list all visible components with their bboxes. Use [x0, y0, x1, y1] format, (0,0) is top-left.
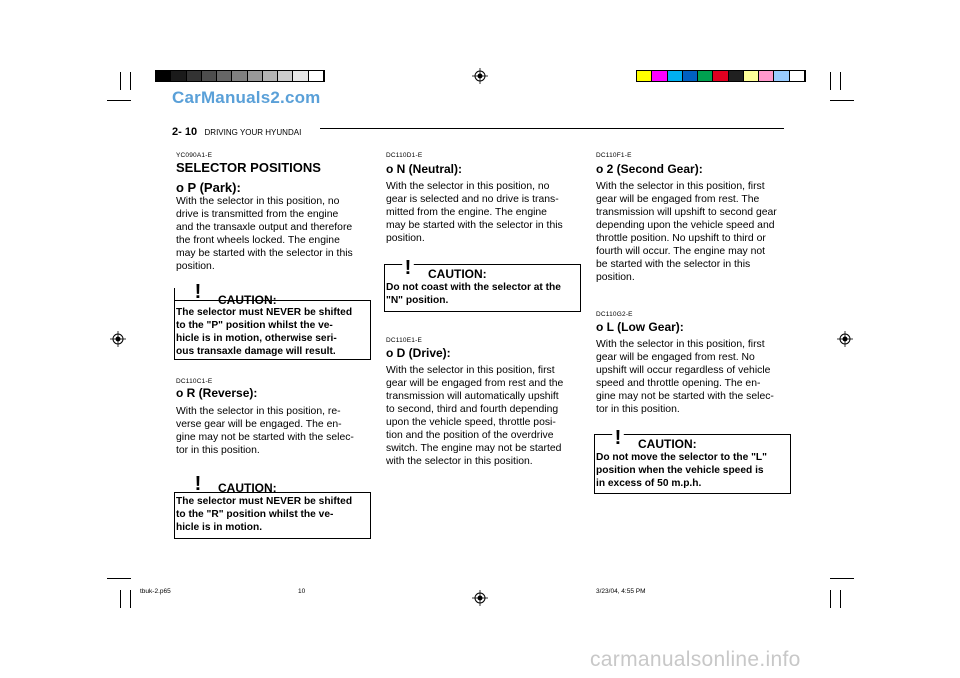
drive-text [386, 364, 576, 468]
code-dc110d1: DC110D1-E [386, 152, 423, 159]
text-line: With the selector in this position, first [596, 181, 765, 192]
footer-file: tbuk-2.p65 [140, 588, 171, 595]
text-line: may be started with the selector in this [176, 248, 353, 259]
header-rule [320, 128, 784, 129]
park-heading: o P (Park): [176, 180, 241, 195]
svg-text:!: ! [404, 257, 412, 276]
text-line: fourth will occur. The engine may not [596, 246, 766, 257]
caution-label: CAUTION: [638, 437, 697, 451]
crop-mark [840, 72, 841, 90]
text-line: in excess of 50 m.p.h. [596, 478, 702, 489]
color-swatch [202, 71, 217, 81]
code-dc110c1: DC110C1-E [176, 378, 213, 385]
text-line: hicle is in motion, otherwise seri- [176, 333, 337, 344]
caution-label: CAUTION: [218, 481, 277, 495]
color-swatch [790, 71, 805, 81]
park-text [176, 195, 366, 273]
color-swatch [683, 71, 698, 81]
low-heading: o L (Low Gear): [596, 320, 684, 334]
text-line: tor in this position. [596, 404, 680, 415]
color-bar [636, 70, 806, 82]
caution-text [596, 451, 788, 490]
crop-mark [830, 590, 831, 608]
section-title-selector: SELECTOR POSITIONS [176, 160, 321, 175]
text-line: The selector must NEVER be shifted [176, 496, 353, 507]
text-line: position. [176, 261, 215, 272]
caution-text [176, 306, 368, 358]
text-line: Do not move the selector to the "L" [596, 452, 767, 463]
warning-triangle-icon [396, 254, 420, 276]
color-swatch [652, 71, 667, 81]
crop-mark [830, 578, 854, 579]
text-line: hicle is in motion. [176, 522, 263, 533]
drive-heading: o D (Drive): [386, 346, 451, 360]
text-line: the front wheels locked. The engine [176, 235, 340, 246]
neutral-text [386, 180, 576, 245]
text-line: to the "P" position whilst the ve- [176, 320, 333, 331]
crop-mark [107, 100, 131, 101]
code-dc110f1: DC110F1-E [596, 152, 632, 159]
text-line: With the selector in this position, no [386, 181, 550, 192]
color-swatch [248, 71, 263, 81]
registration-mark-icon [110, 331, 126, 347]
text-line: gine may not be started with the selec- [176, 432, 354, 443]
svg-text:!: ! [194, 473, 202, 492]
code-yc090a1: YC090A1-E [176, 152, 213, 159]
gray-scale-bar [155, 70, 325, 82]
color-swatch [668, 71, 683, 81]
reverse-heading: o R (Reverse): [176, 386, 258, 400]
text-line: verse gear will be engaged. The en- [176, 419, 342, 430]
neutral-heading: o N (Neutral): [386, 162, 462, 176]
crop-mark [120, 72, 121, 90]
color-swatch [187, 71, 202, 81]
second-heading: o 2 (Second Gear): [596, 162, 703, 176]
color-swatch [774, 71, 789, 81]
code-dc110g2: DC110G2-E [596, 311, 633, 318]
text-line: tor in this position. [176, 445, 260, 456]
text-line: tion and the position of the overdrive [386, 430, 554, 441]
footer-date: 3/23/04, 4:55 PM [596, 588, 646, 595]
registration-mark-icon [472, 68, 488, 84]
crop-mark [130, 590, 131, 608]
text-line: transmission will upshift to second gear [596, 207, 777, 218]
color-swatch [217, 71, 232, 81]
text-line: mitted from the engine. The engine [386, 207, 547, 218]
caution-text [176, 495, 368, 534]
color-swatch [698, 71, 713, 81]
crop-mark [830, 72, 831, 90]
text-line: gear will be engaged from rest and the [386, 378, 564, 389]
text-line: position. [596, 272, 635, 283]
text-line: With the selector in this position, no [176, 196, 340, 207]
text-line: "N" position. [386, 295, 449, 306]
caution-label: CAUTION: [218, 293, 277, 307]
text-line: drive is transmitted from the engine [176, 209, 339, 220]
low-text [596, 338, 786, 416]
warning-triangle-icon [186, 278, 210, 300]
reverse-text [176, 405, 366, 457]
text-line: with the selector in this position. [386, 456, 533, 467]
text-line: may be started with the selector in this [386, 220, 563, 231]
text-line: position when the vehicle speed is [596, 465, 764, 476]
text-line: The selector must NEVER be shifted [176, 307, 353, 318]
color-swatch [171, 71, 186, 81]
color-swatch [729, 71, 744, 81]
color-swatch [637, 71, 652, 81]
svg-text:!: ! [614, 427, 622, 446]
registration-mark-icon [837, 331, 853, 347]
color-swatch [232, 71, 247, 81]
color-swatch [713, 71, 728, 81]
code-dc110e1: DC110E1-E [386, 337, 423, 344]
caution-label: CAUTION: [428, 267, 487, 281]
text-line: transmission will automatically upshift [386, 391, 559, 402]
crop-mark [120, 590, 121, 608]
color-swatch [293, 71, 308, 81]
section-title: DRIVING YOUR HYUNDAI [204, 128, 302, 137]
text-line: With the selector in this position, first [596, 339, 765, 350]
text-line: upshift will occur regardless of vehicle [596, 365, 771, 376]
footer-page: 10 [298, 588, 306, 595]
text-line: to the "R" position whilst the ve- [176, 509, 334, 520]
text-line: be started with the selector in this [596, 259, 751, 270]
text-line: to second, third and fourth depending [386, 404, 559, 415]
text-line: With the selector in this position, re- [176, 406, 341, 417]
caution-text [386, 281, 578, 307]
color-swatch [759, 71, 774, 81]
color-swatch [309, 71, 324, 81]
second-text [596, 180, 786, 284]
warning-triangle-icon [186, 470, 210, 492]
text-line: switch. The engine may not be started [386, 443, 562, 454]
text-line: and the transaxle output and therefore [176, 222, 353, 233]
text-line: With the selector in this position, first [386, 365, 555, 376]
registration-mark-icon [472, 590, 488, 606]
text-line: gear will be engaged from rest. No [596, 352, 755, 363]
page-header [172, 122, 784, 136]
crop-mark [107, 578, 131, 579]
crop-mark [840, 590, 841, 608]
svg-text:!: ! [194, 281, 202, 300]
text-line: speed and throttle opening. The en- [596, 378, 761, 389]
crop-mark [830, 100, 854, 101]
watermark-top[interactable]: CarManuals2.com [172, 88, 321, 107]
warning-triangle-icon [606, 424, 630, 446]
watermark-bottom[interactable]: carmanualsonline.info [590, 648, 801, 671]
text-line: upon the vehicle speed, throttle posi- [386, 417, 556, 428]
text-line: gine may not be started with the selec- [596, 391, 774, 402]
color-swatch [744, 71, 759, 81]
text-line: Do not coast with the selector at the [386, 282, 561, 293]
text-line: ous transaxle damage will result. [176, 346, 336, 357]
text-line: position. [386, 233, 425, 244]
text-line: throttle position. No upshift to third or [596, 233, 766, 244]
color-swatch [263, 71, 278, 81]
text-line: gear is selected and no drive is trans- [386, 194, 559, 205]
text-line: depending upon the vehicle speed and [596, 220, 775, 231]
color-swatch [278, 71, 293, 81]
color-swatch [156, 71, 171, 81]
page-number: 2- 10 [172, 126, 198, 138]
text-line: gear will be engaged from rest. The [596, 194, 760, 205]
crop-mark [130, 72, 131, 90]
